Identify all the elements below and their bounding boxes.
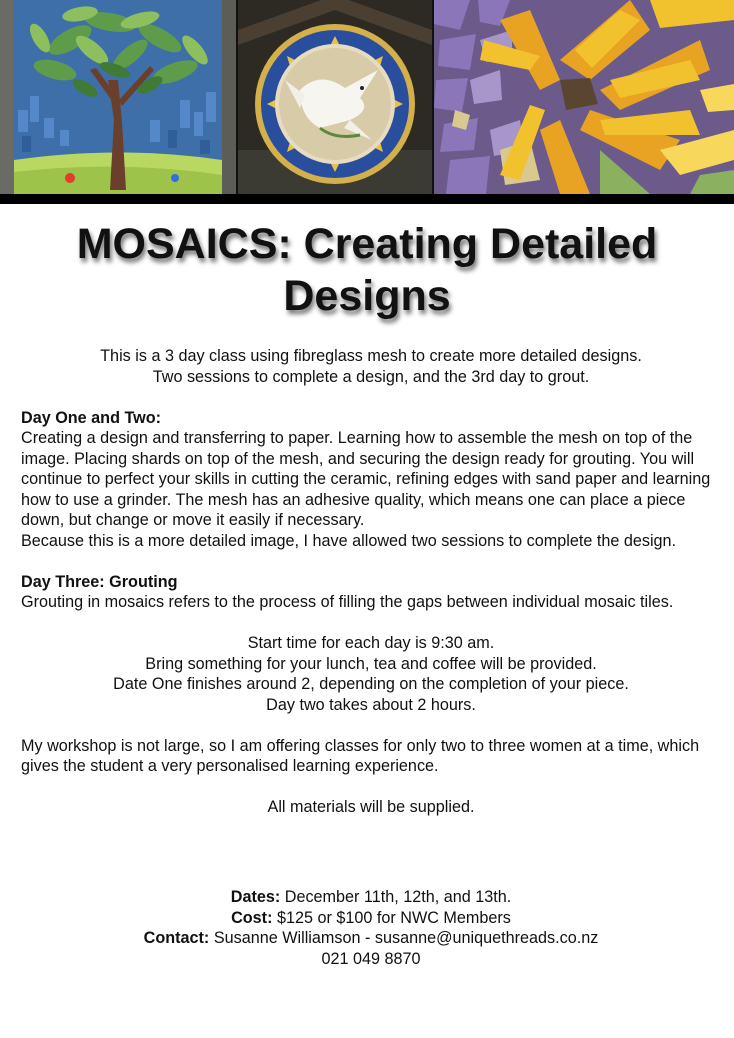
dates-line	[21, 887, 721, 908]
sunflower-mosaic-image	[434, 0, 734, 194]
intro-line-1: This is a 3 day class using fibreglass mesh to create more detailed designs.	[100, 347, 642, 365]
class-details	[21, 887, 721, 969]
banner-divider	[0, 194, 734, 204]
phone-number: 021 049 8870	[321, 949, 421, 968]
day-one-two-body: Creating a design and transferring to paper. Learning how to assemble the mesh on top of the image. Placing shards on top of the mesh, and securing the design ready for grouting. You will continue to perfect your skills in cutting the ceramic, refining edges with sand paper and learning how to use a grinder. The mesh has an adhesive quality, which means one can place a piece down, but change or move it easily if necessary.	[21, 429, 711, 529]
header-banner	[0, 0, 734, 194]
workshop-note: My workshop is not large, so I am offering classes for only two to three women at a time, which gives the student a very personalised learning experience.	[21, 736, 700, 775]
schedule-start-time: Start time for each day is 9:30 am.	[247, 634, 495, 652]
cost-label: Cost:	[231, 908, 273, 927]
day-three-heading: Day Three: Grouting	[21, 572, 178, 591]
page-title: MOSAICS: Creating Detailed Designs	[76, 220, 658, 320]
contact-name: Susanne Williamson -	[209, 929, 375, 947]
cost-line	[21, 908, 721, 929]
tree-mosaic-image	[0, 0, 236, 194]
dove-mosaic-image	[238, 0, 432, 194]
schedule-day-one-finish: Date One finishes around 2, depending on the completion of your piece.	[113, 675, 629, 693]
schedule-day-two-duration: Day two takes about 2 hours.	[266, 695, 476, 714]
intro-line-2: Two sessions to complete a design, and the 3rd day to grout.	[152, 367, 590, 386]
materials-note: All materials will be supplied.	[267, 798, 475, 816]
day-three-body: Grouting in mosaics refers to the process of filling the gaps between individual mosaic tiles.	[21, 593, 674, 611]
schedule-lunch: Bring something for your lunch, tea and coffee will be provided.	[145, 654, 597, 673]
class-description	[21, 346, 721, 818]
cost-value: $125 or $100 for NWC Members	[272, 908, 511, 927]
dates-value: December 11th, 12th, and 13th.	[280, 888, 512, 906]
mosaic-photo-strip	[0, 0, 734, 194]
contact-label: Contact:	[143, 929, 210, 947]
contact-line	[21, 928, 721, 949]
dates-label: Dates:	[230, 888, 281, 906]
day-one-two-heading: Day One and Two:	[21, 408, 162, 427]
day-one-two-body-2: Because this is a more detailed image, I have allowed two sessions to complete the design.	[21, 531, 677, 550]
contact-email-link[interactable]: susanne@uniquethreads.co.nz	[374, 929, 599, 947]
